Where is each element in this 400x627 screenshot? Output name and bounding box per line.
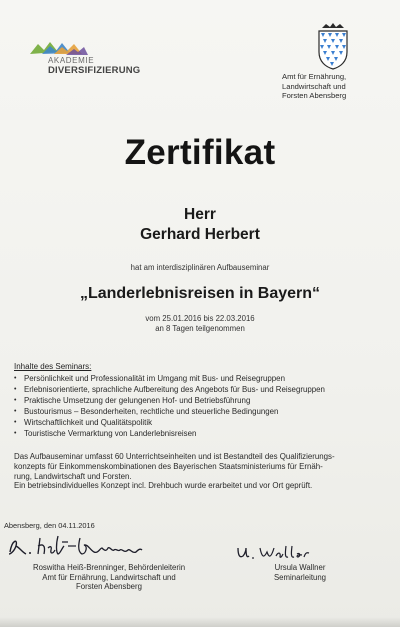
signer1-line-3: Forsten Abensberg (76, 582, 142, 592)
course-dates: vom 25.01.2016 bis 22.03.2016 (145, 314, 255, 323)
topic-text: Wirtschaftlichkeit und Qualitätspolitik (24, 418, 153, 427)
signer-heiss-brenninger (4, 563, 214, 592)
bullet-icon: • (14, 375, 17, 382)
course-days: an 8 Tagen teilgenommen (155, 324, 245, 333)
certificate-title: Zertifikat (124, 133, 276, 172)
recipient-salutation: Herr (184, 206, 216, 223)
contents-heading: Inhalte des Seminars: (14, 362, 92, 371)
paragraph-line-4: Ein betriebsindividuelles Konzept incl. Drehbuch wurde erarbeitet und vor Ort geprüft. (14, 481, 313, 491)
intro-text: hat am interdisziplinären Aufbauseminar (130, 263, 270, 272)
bullet-icon: • (14, 386, 17, 393)
description-paragraph (14, 452, 386, 491)
list-item (14, 428, 384, 439)
issuer-block (282, 72, 392, 101)
bullet-icon: • (14, 419, 17, 426)
topic-text: Praktische Umsetzung der gelungenen Hof- und Betriebsführung (24, 396, 251, 405)
logo-line-1: AKADEMIE (48, 56, 95, 65)
signer-wallner (230, 563, 370, 582)
signer2-line-1: Ursula Wallner (274, 563, 326, 572)
paragraph-line-2: konzepts für Einkommenskombinationen des Bayerischen Staatsministeriums für Ernäh- (14, 461, 323, 471)
issuer-line-1: Amt für Ernährung, (282, 72, 347, 81)
list-item (14, 373, 384, 384)
page-shadow (0, 617, 400, 627)
signer2-line-2: Seminarleitung (273, 572, 326, 582)
signature-heiss-brenninger (4, 532, 174, 565)
logo-line-2: DIVERSIFIZIERUNG (48, 65, 141, 76)
issuer-line-3: Forsten Abensberg (282, 91, 347, 101)
list-item (14, 417, 384, 428)
akademie-diversifizierung-logo (22, 38, 152, 86)
bavarian-crest-icon (316, 22, 350, 75)
list-item (14, 384, 384, 395)
paragraph-line-1: Das Aufbauseminar umfasst 60 Unterrichtseinheiten und ist Bestandteil des Qualifizierungs- (14, 452, 335, 461)
bullet-icon: • (14, 430, 17, 437)
mountain-logo-icon (28, 38, 88, 56)
issuer-line-2: Landwirtschaft und (282, 81, 346, 91)
bullet-icon: • (14, 397, 17, 404)
place-date: Abensberg, den 04.11.2016 (4, 521, 95, 530)
topic-text: Touristische Vermarktung von Landerlebnisreisen (24, 429, 197, 438)
list-item (14, 395, 384, 406)
topic-text: Bustourismus – Besonderheiten, rechtliche und steuerliche Bedingungen (24, 407, 279, 416)
bullet-icon: • (14, 408, 17, 415)
recipient-name: Gerhard Herbert (140, 226, 260, 243)
paragraph-line-3: rung, Landwirtschaft und Forsten. (14, 471, 132, 481)
topic-text: Persönlichkeit und Professionalität im Umgang mit Bus- und Reisegruppen (24, 374, 285, 383)
topic-text: Erlebnisorientierte, sprachliche Aufbereitung des Angebots für Bus- und Reisegruppen (24, 385, 325, 394)
list-item (14, 406, 384, 417)
course-title: „Landerlebnisreisen in Bayern“ (79, 285, 321, 302)
contents-list (14, 373, 384, 439)
signer1-line-1: Roswitha Heiß-Brenninger, Behördenleiterin (32, 563, 186, 572)
signer1-line-2: Amt für Ernährung, Landwirtschaft und (42, 572, 176, 582)
